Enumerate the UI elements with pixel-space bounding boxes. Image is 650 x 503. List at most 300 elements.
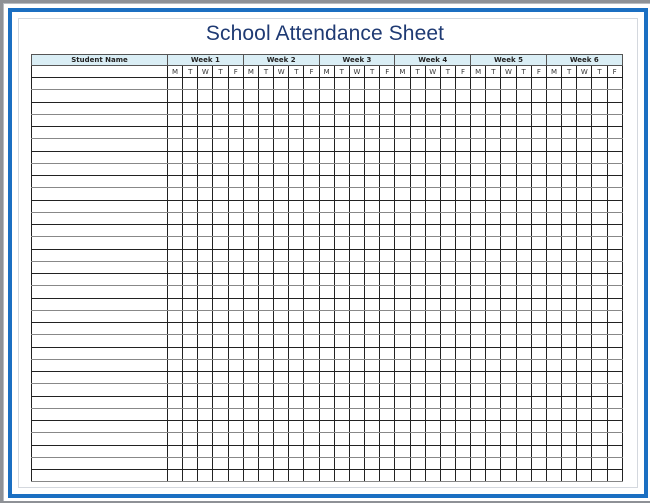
attendance-cell[interactable] bbox=[395, 225, 410, 237]
attendance-cell[interactable] bbox=[425, 286, 440, 298]
attendance-cell[interactable] bbox=[395, 139, 410, 151]
attendance-cell[interactable] bbox=[258, 261, 273, 273]
attendance-cell[interactable] bbox=[592, 298, 607, 310]
attendance-cell[interactable] bbox=[516, 457, 531, 469]
attendance-cell[interactable] bbox=[198, 457, 213, 469]
attendance-cell[interactable] bbox=[243, 102, 258, 114]
attendance-cell[interactable] bbox=[258, 372, 273, 384]
attendance-cell[interactable] bbox=[258, 408, 273, 420]
attendance-cell[interactable] bbox=[607, 408, 622, 420]
attendance-cell[interactable] bbox=[304, 163, 319, 175]
attendance-cell[interactable] bbox=[228, 335, 243, 347]
attendance-cell[interactable] bbox=[471, 359, 486, 371]
attendance-cell[interactable] bbox=[198, 347, 213, 359]
attendance-cell[interactable] bbox=[289, 359, 304, 371]
attendance-cell[interactable] bbox=[183, 90, 198, 102]
attendance-cell[interactable] bbox=[607, 188, 622, 200]
attendance-cell[interactable] bbox=[319, 90, 334, 102]
attendance-cell[interactable] bbox=[607, 274, 622, 286]
attendance-cell[interactable] bbox=[410, 212, 425, 224]
attendance-cell[interactable] bbox=[546, 188, 561, 200]
attendance-cell[interactable] bbox=[274, 347, 289, 359]
attendance-cell[interactable] bbox=[319, 261, 334, 273]
attendance-cell[interactable] bbox=[213, 347, 228, 359]
attendance-cell[interactable] bbox=[592, 212, 607, 224]
attendance-cell[interactable] bbox=[607, 163, 622, 175]
attendance-cell[interactable] bbox=[168, 445, 183, 457]
attendance-cell[interactable] bbox=[486, 188, 501, 200]
attendance-cell[interactable] bbox=[501, 323, 516, 335]
attendance-cell[interactable] bbox=[213, 445, 228, 457]
attendance-cell[interactable] bbox=[380, 408, 395, 420]
student-name-cell[interactable] bbox=[32, 457, 168, 469]
attendance-cell[interactable] bbox=[440, 470, 455, 482]
attendance-cell[interactable] bbox=[410, 384, 425, 396]
attendance-cell[interactable] bbox=[546, 421, 561, 433]
attendance-cell[interactable] bbox=[349, 323, 364, 335]
attendance-cell[interactable] bbox=[516, 286, 531, 298]
attendance-cell[interactable] bbox=[486, 298, 501, 310]
attendance-cell[interactable] bbox=[516, 433, 531, 445]
attendance-cell[interactable] bbox=[289, 470, 304, 482]
attendance-cell[interactable] bbox=[562, 323, 577, 335]
attendance-cell[interactable] bbox=[213, 384, 228, 396]
attendance-cell[interactable] bbox=[334, 298, 349, 310]
attendance-cell[interactable] bbox=[486, 225, 501, 237]
attendance-cell[interactable] bbox=[183, 274, 198, 286]
attendance-cell[interactable] bbox=[440, 127, 455, 139]
attendance-cell[interactable] bbox=[258, 323, 273, 335]
attendance-cell[interactable] bbox=[516, 274, 531, 286]
attendance-cell[interactable] bbox=[228, 261, 243, 273]
attendance-cell[interactable] bbox=[501, 384, 516, 396]
attendance-cell[interactable] bbox=[289, 433, 304, 445]
attendance-cell[interactable] bbox=[455, 310, 470, 322]
attendance-cell[interactable] bbox=[395, 445, 410, 457]
attendance-cell[interactable] bbox=[168, 408, 183, 420]
attendance-cell[interactable] bbox=[455, 421, 470, 433]
attendance-cell[interactable] bbox=[334, 212, 349, 224]
attendance-cell[interactable] bbox=[274, 200, 289, 212]
attendance-cell[interactable] bbox=[183, 408, 198, 420]
attendance-cell[interactable] bbox=[607, 457, 622, 469]
attendance-cell[interactable] bbox=[501, 433, 516, 445]
attendance-cell[interactable] bbox=[471, 298, 486, 310]
attendance-cell[interactable] bbox=[198, 176, 213, 188]
attendance-cell[interactable] bbox=[168, 310, 183, 322]
attendance-cell[interactable] bbox=[183, 310, 198, 322]
attendance-cell[interactable] bbox=[334, 286, 349, 298]
attendance-cell[interactable] bbox=[395, 261, 410, 273]
attendance-cell[interactable] bbox=[183, 237, 198, 249]
attendance-cell[interactable] bbox=[243, 249, 258, 261]
attendance-cell[interactable] bbox=[516, 90, 531, 102]
attendance-cell[interactable] bbox=[562, 78, 577, 90]
attendance-cell[interactable] bbox=[562, 286, 577, 298]
attendance-cell[interactable] bbox=[213, 421, 228, 433]
attendance-cell[interactable] bbox=[243, 200, 258, 212]
attendance-cell[interactable] bbox=[365, 470, 380, 482]
attendance-cell[interactable] bbox=[274, 323, 289, 335]
attendance-cell[interactable] bbox=[304, 384, 319, 396]
attendance-cell[interactable] bbox=[455, 359, 470, 371]
attendance-cell[interactable] bbox=[274, 359, 289, 371]
attendance-cell[interactable] bbox=[289, 347, 304, 359]
attendance-cell[interactable] bbox=[531, 359, 546, 371]
attendance-cell[interactable] bbox=[471, 396, 486, 408]
attendance-cell[interactable] bbox=[319, 249, 334, 261]
attendance-cell[interactable] bbox=[410, 151, 425, 163]
attendance-cell[interactable] bbox=[562, 176, 577, 188]
attendance-cell[interactable] bbox=[380, 323, 395, 335]
attendance-cell[interactable] bbox=[319, 200, 334, 212]
attendance-cell[interactable] bbox=[577, 151, 592, 163]
attendance-cell[interactable] bbox=[546, 200, 561, 212]
attendance-cell[interactable] bbox=[562, 151, 577, 163]
attendance-cell[interactable] bbox=[365, 188, 380, 200]
attendance-cell[interactable] bbox=[577, 384, 592, 396]
attendance-cell[interactable] bbox=[304, 323, 319, 335]
attendance-cell[interactable] bbox=[304, 421, 319, 433]
attendance-cell[interactable] bbox=[289, 90, 304, 102]
attendance-cell[interactable] bbox=[501, 470, 516, 482]
attendance-cell[interactable] bbox=[592, 433, 607, 445]
attendance-cell[interactable] bbox=[198, 225, 213, 237]
attendance-cell[interactable] bbox=[334, 433, 349, 445]
attendance-cell[interactable] bbox=[577, 396, 592, 408]
attendance-cell[interactable] bbox=[471, 445, 486, 457]
attendance-cell[interactable] bbox=[607, 151, 622, 163]
attendance-cell[interactable] bbox=[289, 127, 304, 139]
attendance-cell[interactable] bbox=[168, 359, 183, 371]
attendance-cell[interactable] bbox=[486, 433, 501, 445]
attendance-cell[interactable] bbox=[531, 188, 546, 200]
attendance-cell[interactable] bbox=[516, 359, 531, 371]
student-name-cell[interactable] bbox=[32, 384, 168, 396]
attendance-cell[interactable] bbox=[607, 261, 622, 273]
attendance-cell[interactable] bbox=[501, 286, 516, 298]
attendance-cell[interactable] bbox=[471, 384, 486, 396]
attendance-cell[interactable] bbox=[395, 347, 410, 359]
attendance-cell[interactable] bbox=[501, 78, 516, 90]
attendance-cell[interactable] bbox=[319, 163, 334, 175]
attendance-cell[interactable] bbox=[365, 78, 380, 90]
attendance-cell[interactable] bbox=[243, 384, 258, 396]
attendance-cell[interactable] bbox=[183, 421, 198, 433]
attendance-cell[interactable] bbox=[516, 139, 531, 151]
attendance-cell[interactable] bbox=[577, 470, 592, 482]
attendance-cell[interactable] bbox=[562, 372, 577, 384]
attendance-cell[interactable] bbox=[455, 261, 470, 273]
attendance-cell[interactable] bbox=[395, 470, 410, 482]
attendance-cell[interactable] bbox=[471, 470, 486, 482]
attendance-cell[interactable] bbox=[425, 433, 440, 445]
attendance-cell[interactable] bbox=[546, 114, 561, 126]
attendance-cell[interactable] bbox=[183, 445, 198, 457]
attendance-cell[interactable] bbox=[304, 298, 319, 310]
attendance-cell[interactable] bbox=[425, 323, 440, 335]
attendance-cell[interactable] bbox=[365, 433, 380, 445]
attendance-cell[interactable] bbox=[319, 310, 334, 322]
attendance-cell[interactable] bbox=[486, 139, 501, 151]
attendance-cell[interactable] bbox=[425, 421, 440, 433]
attendance-cell[interactable] bbox=[455, 127, 470, 139]
attendance-cell[interactable] bbox=[213, 433, 228, 445]
attendance-cell[interactable] bbox=[334, 102, 349, 114]
attendance-cell[interactable] bbox=[380, 274, 395, 286]
attendance-cell[interactable] bbox=[471, 274, 486, 286]
attendance-cell[interactable] bbox=[592, 421, 607, 433]
attendance-cell[interactable] bbox=[516, 127, 531, 139]
attendance-cell[interactable] bbox=[304, 151, 319, 163]
attendance-cell[interactable] bbox=[380, 396, 395, 408]
attendance-cell[interactable] bbox=[349, 421, 364, 433]
attendance-cell[interactable] bbox=[380, 90, 395, 102]
attendance-cell[interactable] bbox=[607, 114, 622, 126]
attendance-cell[interactable] bbox=[365, 127, 380, 139]
attendance-cell[interactable] bbox=[455, 445, 470, 457]
attendance-cell[interactable] bbox=[168, 470, 183, 482]
attendance-cell[interactable] bbox=[607, 90, 622, 102]
attendance-cell[interactable] bbox=[168, 274, 183, 286]
attendance-cell[interactable] bbox=[228, 433, 243, 445]
attendance-cell[interactable] bbox=[334, 225, 349, 237]
attendance-cell[interactable] bbox=[395, 335, 410, 347]
attendance-cell[interactable] bbox=[198, 78, 213, 90]
attendance-cell[interactable] bbox=[531, 298, 546, 310]
attendance-cell[interactable] bbox=[607, 384, 622, 396]
attendance-cell[interactable] bbox=[531, 237, 546, 249]
attendance-cell[interactable] bbox=[198, 286, 213, 298]
attendance-cell[interactable] bbox=[243, 176, 258, 188]
attendance-cell[interactable] bbox=[395, 433, 410, 445]
attendance-cell[interactable] bbox=[501, 396, 516, 408]
attendance-cell[interactable] bbox=[168, 188, 183, 200]
attendance-cell[interactable] bbox=[455, 408, 470, 420]
attendance-cell[interactable] bbox=[501, 127, 516, 139]
attendance-cell[interactable] bbox=[334, 274, 349, 286]
attendance-cell[interactable] bbox=[486, 127, 501, 139]
attendance-cell[interactable] bbox=[440, 139, 455, 151]
attendance-cell[interactable] bbox=[334, 396, 349, 408]
attendance-cell[interactable] bbox=[395, 127, 410, 139]
attendance-cell[interactable] bbox=[471, 163, 486, 175]
attendance-cell[interactable] bbox=[440, 359, 455, 371]
attendance-cell[interactable] bbox=[592, 445, 607, 457]
attendance-cell[interactable] bbox=[486, 90, 501, 102]
attendance-cell[interactable] bbox=[440, 114, 455, 126]
attendance-cell[interactable] bbox=[243, 78, 258, 90]
attendance-cell[interactable] bbox=[455, 102, 470, 114]
attendance-cell[interactable] bbox=[334, 78, 349, 90]
attendance-cell[interactable] bbox=[334, 470, 349, 482]
attendance-cell[interactable] bbox=[365, 212, 380, 224]
attendance-cell[interactable] bbox=[577, 139, 592, 151]
attendance-cell[interactable] bbox=[501, 200, 516, 212]
attendance-cell[interactable] bbox=[455, 396, 470, 408]
attendance-cell[interactable] bbox=[486, 470, 501, 482]
attendance-cell[interactable] bbox=[486, 274, 501, 286]
attendance-cell[interactable] bbox=[319, 335, 334, 347]
attendance-cell[interactable] bbox=[562, 261, 577, 273]
student-name-cell[interactable] bbox=[32, 261, 168, 273]
attendance-cell[interactable] bbox=[228, 114, 243, 126]
attendance-cell[interactable] bbox=[228, 396, 243, 408]
attendance-cell[interactable] bbox=[607, 225, 622, 237]
attendance-cell[interactable] bbox=[531, 139, 546, 151]
attendance-cell[interactable] bbox=[531, 396, 546, 408]
attendance-cell[interactable] bbox=[243, 139, 258, 151]
attendance-cell[interactable] bbox=[486, 359, 501, 371]
attendance-cell[interactable] bbox=[289, 225, 304, 237]
attendance-cell[interactable] bbox=[380, 127, 395, 139]
attendance-cell[interactable] bbox=[531, 102, 546, 114]
attendance-cell[interactable] bbox=[486, 445, 501, 457]
attendance-cell[interactable] bbox=[274, 102, 289, 114]
attendance-cell[interactable] bbox=[319, 445, 334, 457]
attendance-cell[interactable] bbox=[380, 200, 395, 212]
student-name-cell[interactable] bbox=[32, 408, 168, 420]
attendance-cell[interactable] bbox=[319, 102, 334, 114]
attendance-cell[interactable] bbox=[349, 408, 364, 420]
attendance-cell[interactable] bbox=[471, 433, 486, 445]
attendance-cell[interactable] bbox=[243, 408, 258, 420]
attendance-cell[interactable] bbox=[289, 151, 304, 163]
attendance-cell[interactable] bbox=[592, 114, 607, 126]
attendance-cell[interactable] bbox=[516, 335, 531, 347]
attendance-cell[interactable] bbox=[228, 139, 243, 151]
attendance-cell[interactable] bbox=[577, 323, 592, 335]
attendance-cell[interactable] bbox=[289, 384, 304, 396]
attendance-cell[interactable] bbox=[471, 286, 486, 298]
attendance-cell[interactable] bbox=[213, 286, 228, 298]
attendance-cell[interactable] bbox=[183, 114, 198, 126]
attendance-cell[interactable] bbox=[471, 310, 486, 322]
attendance-cell[interactable] bbox=[289, 457, 304, 469]
attendance-cell[interactable] bbox=[228, 102, 243, 114]
attendance-cell[interactable] bbox=[213, 139, 228, 151]
attendance-cell[interactable] bbox=[198, 421, 213, 433]
attendance-cell[interactable] bbox=[258, 114, 273, 126]
attendance-cell[interactable] bbox=[395, 274, 410, 286]
attendance-cell[interactable] bbox=[410, 274, 425, 286]
attendance-cell[interactable] bbox=[410, 176, 425, 188]
attendance-cell[interactable] bbox=[289, 249, 304, 261]
attendance-cell[interactable] bbox=[228, 384, 243, 396]
attendance-cell[interactable] bbox=[425, 78, 440, 90]
attendance-cell[interactable] bbox=[183, 286, 198, 298]
attendance-cell[interactable] bbox=[349, 310, 364, 322]
attendance-cell[interactable] bbox=[349, 445, 364, 457]
attendance-cell[interactable] bbox=[577, 90, 592, 102]
attendance-cell[interactable] bbox=[243, 274, 258, 286]
attendance-cell[interactable] bbox=[304, 445, 319, 457]
attendance-cell[interactable] bbox=[410, 102, 425, 114]
attendance-cell[interactable] bbox=[425, 335, 440, 347]
attendance-cell[interactable] bbox=[577, 163, 592, 175]
attendance-cell[interactable] bbox=[274, 433, 289, 445]
attendance-cell[interactable] bbox=[471, 102, 486, 114]
attendance-cell[interactable] bbox=[349, 78, 364, 90]
attendance-cell[interactable] bbox=[168, 261, 183, 273]
attendance-cell[interactable] bbox=[501, 163, 516, 175]
attendance-cell[interactable] bbox=[258, 347, 273, 359]
attendance-cell[interactable] bbox=[213, 261, 228, 273]
attendance-cell[interactable] bbox=[183, 188, 198, 200]
attendance-cell[interactable] bbox=[501, 408, 516, 420]
attendance-cell[interactable] bbox=[440, 237, 455, 249]
attendance-cell[interactable] bbox=[304, 433, 319, 445]
attendance-cell[interactable] bbox=[501, 372, 516, 384]
attendance-cell[interactable] bbox=[410, 421, 425, 433]
attendance-cell[interactable] bbox=[380, 421, 395, 433]
attendance-cell[interactable] bbox=[546, 249, 561, 261]
attendance-cell[interactable] bbox=[213, 359, 228, 371]
attendance-cell[interactable] bbox=[562, 90, 577, 102]
attendance-cell[interactable] bbox=[425, 139, 440, 151]
attendance-cell[interactable] bbox=[425, 445, 440, 457]
attendance-cell[interactable] bbox=[274, 78, 289, 90]
attendance-cell[interactable] bbox=[168, 384, 183, 396]
attendance-cell[interactable] bbox=[198, 114, 213, 126]
attendance-cell[interactable] bbox=[531, 408, 546, 420]
attendance-cell[interactable] bbox=[349, 163, 364, 175]
attendance-cell[interactable] bbox=[304, 359, 319, 371]
attendance-cell[interactable] bbox=[486, 200, 501, 212]
attendance-cell[interactable] bbox=[258, 359, 273, 371]
attendance-cell[interactable] bbox=[213, 457, 228, 469]
attendance-cell[interactable] bbox=[289, 310, 304, 322]
attendance-cell[interactable] bbox=[471, 237, 486, 249]
attendance-cell[interactable] bbox=[228, 127, 243, 139]
attendance-cell[interactable] bbox=[531, 421, 546, 433]
attendance-cell[interactable] bbox=[198, 372, 213, 384]
attendance-cell[interactable] bbox=[516, 396, 531, 408]
attendance-cell[interactable] bbox=[274, 286, 289, 298]
attendance-cell[interactable] bbox=[183, 163, 198, 175]
attendance-cell[interactable] bbox=[607, 323, 622, 335]
attendance-cell[interactable] bbox=[243, 310, 258, 322]
attendance-cell[interactable] bbox=[501, 188, 516, 200]
attendance-cell[interactable] bbox=[349, 470, 364, 482]
attendance-cell[interactable] bbox=[531, 457, 546, 469]
attendance-cell[interactable] bbox=[395, 176, 410, 188]
attendance-cell[interactable] bbox=[410, 286, 425, 298]
attendance-cell[interactable] bbox=[592, 188, 607, 200]
student-name-cell[interactable] bbox=[32, 396, 168, 408]
attendance-cell[interactable] bbox=[425, 298, 440, 310]
student-name-cell[interactable] bbox=[32, 200, 168, 212]
attendance-cell[interactable] bbox=[198, 261, 213, 273]
attendance-cell[interactable] bbox=[334, 151, 349, 163]
attendance-cell[interactable] bbox=[274, 457, 289, 469]
attendance-cell[interactable] bbox=[319, 225, 334, 237]
attendance-cell[interactable] bbox=[243, 114, 258, 126]
attendance-cell[interactable] bbox=[380, 433, 395, 445]
attendance-cell[interactable] bbox=[304, 457, 319, 469]
attendance-cell[interactable] bbox=[349, 151, 364, 163]
attendance-cell[interactable] bbox=[455, 286, 470, 298]
attendance-cell[interactable] bbox=[395, 421, 410, 433]
attendance-cell[interactable] bbox=[198, 188, 213, 200]
attendance-cell[interactable] bbox=[607, 421, 622, 433]
attendance-cell[interactable] bbox=[592, 396, 607, 408]
attendance-cell[interactable] bbox=[289, 372, 304, 384]
attendance-cell[interactable] bbox=[213, 188, 228, 200]
attendance-cell[interactable] bbox=[516, 188, 531, 200]
attendance-cell[interactable] bbox=[516, 212, 531, 224]
attendance-cell[interactable] bbox=[258, 127, 273, 139]
